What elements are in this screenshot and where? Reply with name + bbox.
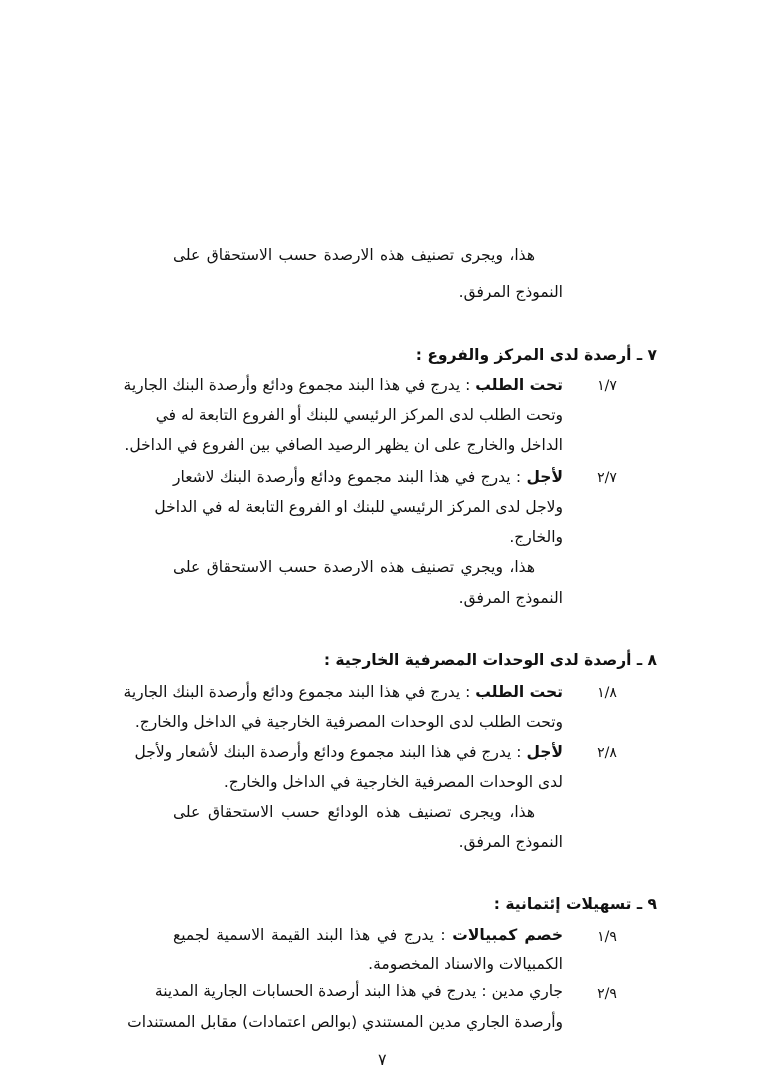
item-text: : يدرج في هذا البند القيمة الاسمية لجميع (173, 926, 446, 944)
item-term: تحت الطلب (475, 376, 563, 394)
item-text: : يدرج في هذا البند أرصدة الحسابات الجارية المدينة (154, 982, 487, 1000)
item-term: تحت الطلب (475, 683, 563, 701)
item-line: الكمبيالات والاسناد المخصومة. (368, 955, 563, 973)
item-line: وتحت الطلب لدى المركز الرئيسي للبنك أو الفروع التابعة له في (155, 406, 563, 424)
item-number: ٢/٨ (597, 745, 617, 761)
closing-line: هذا، ويجرى تصنيف هذه الودائع حسب الاستحقاق على (173, 803, 535, 821)
page-number: ٧ (378, 1050, 387, 1069)
item-number: ١/٩ (597, 929, 617, 945)
item-line (134, 741, 563, 763)
item-line (123, 681, 563, 703)
item-line: الداخل والخارج على ان يظهر الرصيد الصافي بين الفروع في الداخل. (124, 436, 563, 454)
closing-line: النموذج المرفق. (458, 833, 563, 851)
item-term: لأجل (526, 743, 563, 761)
intro-line: النموذج المرفق. (458, 283, 563, 301)
item-number: ١/٧ (597, 378, 617, 394)
item-line (154, 980, 563, 1002)
item-line: والخارج. (509, 528, 563, 546)
item-term: لأجل (526, 468, 563, 486)
section-heading-9: ٩ ـ تسهيلات إئتمانية : (493, 895, 657, 913)
closing-line: النموذج المرفق. (458, 589, 563, 607)
item-text: : يدرج في هذا البند مجموع ودائع وأرصدة البنك لاشعار (173, 468, 522, 486)
item-line (123, 374, 563, 396)
intro-line: هذا، ويجرى تصنيف هذه الارصدة حسب الاستحقاق على (173, 246, 535, 264)
item-text: : يدرج في هذا البند مجموع ودائع وأرصدة البنك لأشعار ولأجل (134, 743, 522, 761)
item-number: ٢/٧ (597, 470, 617, 486)
item-line: وأرصدة الجاري مدين المستندي (بوالص اعتمادات) مقابل المستندات (127, 1013, 563, 1031)
item-line (173, 924, 563, 946)
item-term: جاري مدين (491, 982, 563, 1000)
section-heading-8: ٨ ـ أرصدة لدى الوحدات المصرفية الخارجية : (323, 651, 657, 669)
section-heading-7: ٧ ـ أرصدة لدى المركز والفروع : (415, 346, 657, 364)
item-number: ٢/٩ (597, 986, 617, 1002)
item-term: خصم كمبيالات (452, 926, 563, 944)
item-line (173, 466, 563, 488)
item-text: : يدرج في هذا البند مجموع ودائع وأرصدة البنك الجارية (123, 376, 471, 394)
closing-line: هذا، ويجري تصنيف هذه الارصدة حسب الاستحقاق على (173, 558, 535, 576)
item-line: لدى الوحدات المصرفية الخارجية في الداخل والخارج. (223, 773, 563, 791)
item-number: ١/٨ (597, 685, 617, 701)
item-line: ولاجل لدى المركز الرئيسي للبنك او الفروع التابعة له في الداخل (154, 498, 563, 516)
item-text: : يدرج في هذا البند مجموع ودائع وأرصدة البنك الجارية (123, 683, 471, 701)
item-line: وتحت الطلب لدى الوحدات المصرفية الخارجية في الداخل والخارج. (134, 713, 563, 731)
